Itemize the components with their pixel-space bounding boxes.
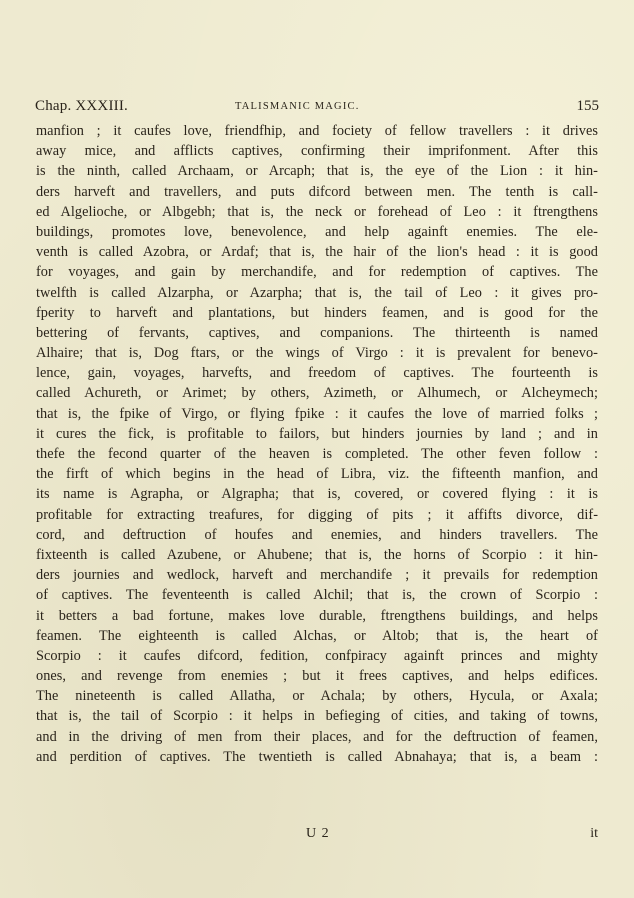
text-line-9: twelfth is called Alzarpha, or Azarpha; that is, the tail of Leo : it gives pro- — [36, 284, 598, 301]
page-footer — [36, 826, 598, 846]
text-line-13: lence, gain, voyages, harvefts, and freedom of captives. The fourteenth is — [36, 365, 598, 382]
text-line-27: Scorpio : it caufes difcord, fedition, confpiracy againft princes and mighty — [36, 647, 598, 664]
text-line-32: and perdition of captives. The twentieth is called Abnahaya; that is, a beam : — [36, 748, 598, 765]
text-line-2: away mice, and afflicts captives, confirming their imprifonment. After this — [36, 143, 598, 160]
text-line-28: ones, and revenge from enemies ; but it frees captives, and helps edifices. — [36, 668, 598, 685]
text-line-4: ders harveft and travellers, and puts difcord between men. The tenth is call- — [36, 183, 598, 200]
chapter-heading: Chap. XXXIII. — [35, 98, 128, 114]
text-line-7: venth is called Azobra, or Ardaf; that is, the hair of the lion's head : it is good — [36, 244, 598, 261]
text-line-3: is the ninth, called Archaam, or Arcaph; that is, the eye of the Lion : it hin- — [36, 163, 598, 180]
signature-mark: U 2 — [306, 826, 330, 841]
text-line-31: and in the driving of men from their places, and for the deftruction of feamen, — [36, 728, 598, 745]
text-line-20: profitable for extracting treafures, for digging of pits ; it affifts divorce, dif- — [36, 506, 598, 523]
page-header — [35, 98, 599, 120]
text-line-18: the firft of which begins in the head of Libra, viz. the fifteenth manfion, and — [36, 466, 598, 483]
body-text — [36, 121, 598, 767]
text-line-21: cord, and deftruction of houfes and enemies, and hinders travellers. The — [36, 526, 598, 543]
text-line-12: Alhaire; that is, Dog ftars, or the wings of Virgo : it is prevalent for benevo- — [36, 345, 598, 362]
text-line-17: thefe the fecond quarter of the heaven is completed. The other feven follow : — [36, 446, 598, 462]
text-line-19: its name is Agrapha, or Algrapha; that is, covered, or covered flying : it is — [36, 486, 598, 503]
text-line-8: for voyages, and gain by merchandife, and for redemption of captives. The — [36, 264, 598, 281]
text-line-10: fperity to harveft and plantations, but hinders feamen, and is good for the — [36, 304, 598, 321]
text-line-11: bettering of fervants, captives, and companions. The thirteenth is named — [36, 324, 598, 341]
text-line-6: buildings, promotes love, benevolence, and help againft enemies. The ele- — [36, 223, 598, 240]
catchword: it — [590, 826, 598, 841]
text-line-15: that is, the fpike of Virgo, or flying fpike : it caufes the love of married folks ; — [36, 405, 598, 422]
text-line-1: manfion ; it caufes love, friendfhip, and fociety of fellow travellers : it drives — [36, 123, 598, 139]
text-line-29: The nineteenth is called Allatha, or Achala; by others, Hycula, or Axala; — [36, 688, 598, 705]
text-line-14: called Achureth, or Arimet; by others, Azimeth, or Alhumech, or Alcheymech; — [36, 385, 598, 402]
text-line-30: that is, the tail of Scorpio : it helps in befieging of cities, and taking of towns, — [36, 708, 598, 725]
page-number: 155 — [576, 98, 599, 114]
text-line-25: it betters a bad fortune, makes love durable, ftrengthens buildings, and helps — [36, 607, 598, 624]
text-line-24: of captives. The feventeenth is called Alchil; that is, the crown of Scorpio : — [36, 587, 598, 604]
text-line-23: ders journies and wedlock, harveft and merchandife ; it prevails for redemption — [36, 567, 598, 584]
running-title: TALISMANIC MAGIC. — [235, 101, 360, 112]
text-line-16: it cures the fick, is profitable to failors, but hinders journies by land ; and in — [36, 425, 598, 442]
text-line-22: fixteenth is called Azubene, or Ahubene; that is, the horns of Scorpio : it hin- — [36, 546, 598, 563]
text-line-5: ed Algelioche, or Albgebh; that is, the neck or forehead of Leo : it ftrengthens — [36, 203, 598, 220]
text-line-26: feamen. The eighteenth is called Alchas, or Altob; that is, the heart of — [36, 627, 598, 644]
